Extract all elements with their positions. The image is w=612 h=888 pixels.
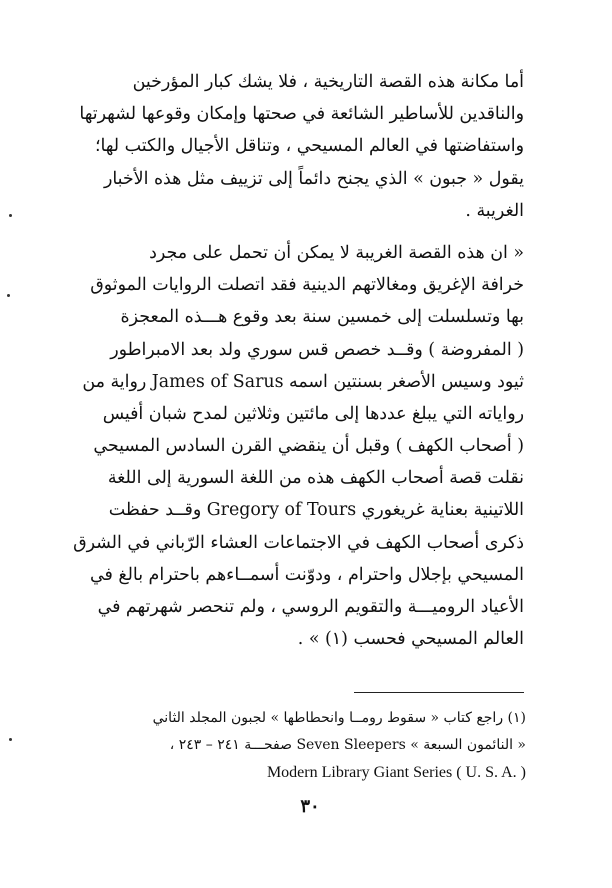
footnote-divider (354, 692, 524, 693)
paragraph-2-line: ثيود وسيس الأصغر بسنتين اسمه James of Sarus رواية من (82, 371, 524, 392)
paragraph-2-line: رواياته التي يبلغ عددها إلى مائتين وثلاثين لمدح شبان أفيس (102, 403, 524, 424)
paragraph-2-line: خرافة الإغريق ومغالاتهم الدينية فقد اتصلت الروايات الموثوق (90, 275, 524, 296)
margin-dot (7, 294, 10, 297)
footnotes (130, 705, 526, 786)
paragraph-2-line: ذكرى أصحاب الكهف في الاجتماعات العشاء الرّباني في الشرق (73, 532, 524, 553)
page-number: ٣٠ (300, 796, 320, 817)
paragraph-2-line: نقلت قصة أصحاب الكهف هذه من اللغة السورية إلى اللغة (107, 468, 524, 489)
margin-dot (9, 214, 12, 217)
paragraph-2-line: ( أصحاب الكهف ) وقبل أن ينقضي القرن السادس المسيحي (93, 436, 524, 457)
footnote-line: Modern Library Giant Series ( U. S. A. ) (266, 764, 526, 781)
footnote-line: (١) راجع كتاب « سقوط رومــا وانحطاطها » لجبون المجلد الثاني (152, 710, 526, 726)
margin-dot (9, 738, 12, 741)
paragraph-2-line: « ان هذه القصة الغريبة لا يمكن أن تحمل على مجرد (149, 242, 524, 263)
paragraph-gap (94, 227, 524, 237)
paragraph-1-line: يقول « جبون » الذي يجنح دائماً إلى تزييف مثل هذه الأخبار (103, 168, 524, 189)
paragraph-2-line: العالم المسيحي فحسب (١) » . (297, 629, 524, 650)
paragraph-1-line: واستفاضتها في العالم المسيحي ، وتناقل الأجيال والكتب لها؛ (94, 136, 524, 157)
paragraph-1-line: أما مكانة هذه القصة التاريخية ، فلا يشك كبار المؤرخين (132, 72, 524, 92)
paragraph-1-line: الغريبة . (465, 200, 524, 221)
footnote-line: « النائمون السبعة » Seven Sleepers صفحـــة ٢٤١ – ٢٤٣ ، (169, 737, 526, 753)
body-text (73, 66, 524, 655)
paragraph-2-line: المسيحي بإجلال واحترام ، ودوّنت أسمــاءهم باحترام بالغ في (90, 564, 524, 585)
paragraph-2-line: ( المفروضة ) وقــد خصص قس سوري ولد بعد الامبراطور (110, 339, 524, 360)
paragraph-2-line: الأعياد الروميـــة والتقويم الروسي ، ولم تنحصر شهرتهم في (97, 597, 524, 617)
paragraph-2-line: اللاتينية بعناية غريغوري Gregory of Tours وقــد حفظت (108, 500, 524, 521)
paragraph-1-line: والناقدين للأساطير الشائعة في صحتها وإمكان وقوعها لشهرتها (79, 104, 524, 125)
paragraph-2-line: بها وتسلسلت إلى خمسين سنة بعد وقوع هـــذه المعجزة (120, 307, 524, 328)
